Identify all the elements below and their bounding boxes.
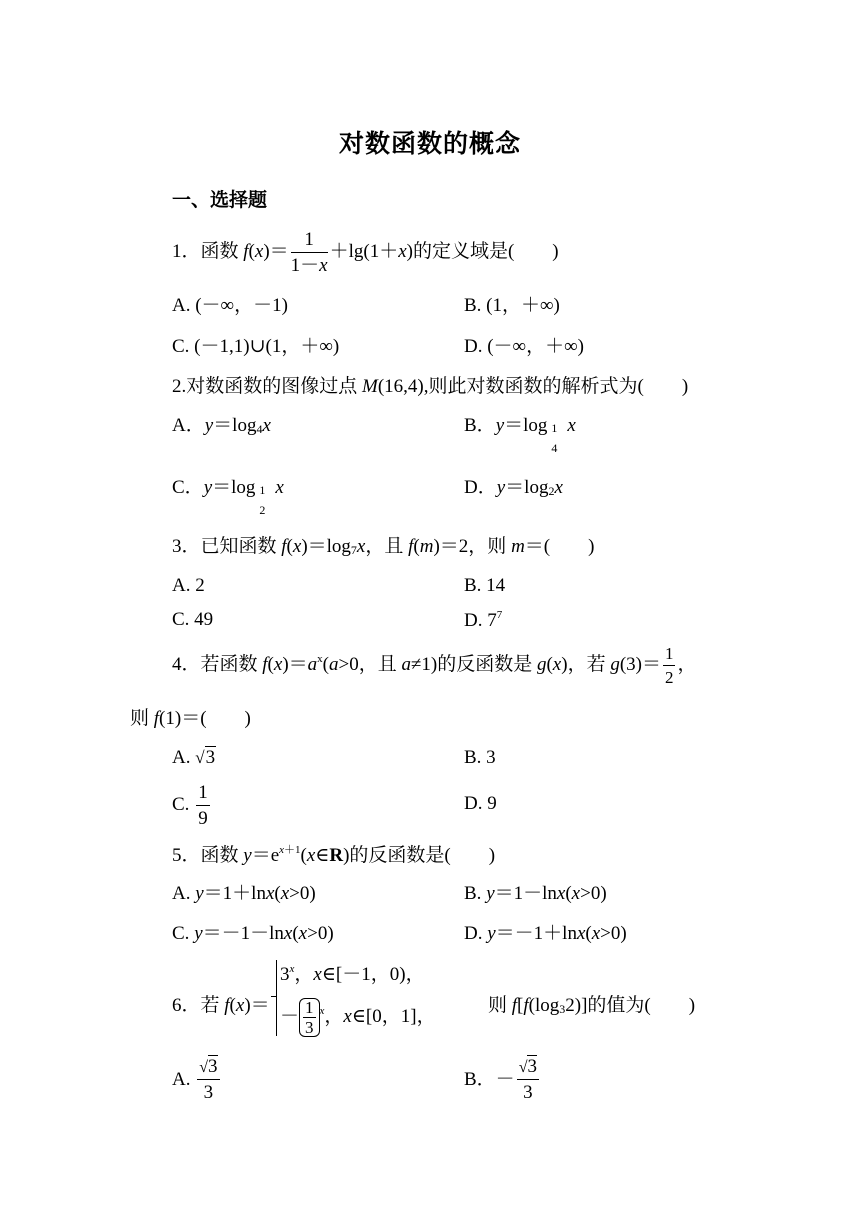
q5-text: ( [300,845,307,866]
fraction-numerator: 1 [305,998,314,1017]
q3-option-a: A. 2 [172,575,205,596]
radicand: 3 [527,1056,537,1077]
option-text: >0) [307,923,334,944]
exponent: x [317,652,323,665]
var-f: f [281,536,287,557]
question-4: 4．若函数 $f(x)=a^x(a>0$，且 a≠1)的反函数是 g(x)，若 g(3)＝ $\frac{1}{2}$ ， [172,644,697,687]
log-base: 2 [548,484,555,498]
q5-text-end: )的反函数是( ) [343,845,496,866]
question-6-tail [488,996,695,1015]
q3-text: ，且 [365,536,409,557]
equals: ＝ [250,995,270,1016]
q1-option-c: C. (－1,1)∪(1，＋∞) [172,336,340,357]
q5-option-b: B. y＝1－lnx(x>0) [464,883,607,904]
var-a: a [401,653,411,675]
q4-text: 4．若函数 [172,653,263,675]
var-x: x [298,923,308,944]
log-text: ＝log [505,477,549,498]
exponent-part: ＋1 [284,844,301,856]
var-x: x [292,536,302,557]
case-text: ∈[0，1]， [351,1005,436,1027]
var-x: x [319,1004,325,1017]
var-g: g [536,653,547,675]
option-text: ＝－1＋ln [495,923,577,944]
fraction [196,783,210,828]
option-label: B． [464,415,496,436]
var-x: x [273,653,283,675]
var-x: x [591,923,601,944]
fraction-numerator: 1 [291,230,328,253]
option-label: A. [172,1069,191,1090]
q4-text: 则 [130,708,154,729]
q1-option-b: B. (1，＋∞) [464,295,560,316]
q3-text-end: ＝( ) [524,536,595,557]
q2-text-end: (16,4),则此对数函数的解析式为( ) [377,376,689,397]
fraction-denominator [291,253,328,275]
option-label: D． [464,477,497,498]
exponent: 7 [496,609,503,621]
option-label: D. [464,923,488,944]
var-x: x [275,477,284,498]
var-m: m [419,536,434,557]
option-text: >0) [580,883,607,904]
q6-option-a [172,1057,222,1102]
q4-option-b: B. 3 [464,747,496,768]
q5-option-c: C. y＝－1－lnx(x>0) [172,923,334,944]
var-x: x [289,963,295,975]
var-m: M [362,376,378,397]
radicand: 3 [208,1056,218,1077]
var-x: x [556,883,566,904]
var-m: m [511,536,525,557]
option-text: ＝－1－ln [202,923,284,944]
q2-option-a [172,416,271,435]
var-f: f [243,240,249,262]
var-y: y [486,883,495,904]
log-text: ＝log [212,477,256,498]
q4-text: >0，且 [338,653,402,675]
var-a: a [328,653,339,675]
set-r: R [329,845,344,866]
q2-option-d [464,478,563,497]
fraction-denominator: 3 [203,1082,214,1103]
q1-text: 1．函数 [172,240,239,262]
var-y: y [204,415,214,436]
section-heading: 一、选择题 [172,190,268,211]
fraction-denominator: 3 [523,1082,533,1103]
option-label: A． [172,415,205,436]
var-x: x [576,923,586,944]
fraction-denominator: 3 [305,1018,314,1037]
log-text: ＝log [213,415,257,436]
case-text: ， [324,1005,344,1027]
var-y: y [495,415,505,436]
q4-text-end: (1)＝( ) [159,708,251,729]
fraction-numerator [517,1057,539,1080]
var-x: x [280,883,290,904]
var-x: x [235,995,245,1016]
minus: － [280,1005,300,1027]
fraction [291,230,328,275]
radicand: 3 [205,747,216,768]
var-x: x [313,964,322,985]
fraction [663,645,676,686]
q4-text: ≠1)的反函数是 [410,653,537,675]
var-y: y [203,477,213,498]
q3-option-c: C. 49 [172,609,214,630]
question-4-line2 [130,709,251,728]
base-3: 3 [280,964,290,985]
paren-fraction [299,998,320,1037]
radical-sign: √ [199,1059,209,1076]
var-y: y [243,845,252,866]
q6-text: 6．若 [172,995,225,1016]
option-label: B. [464,883,487,904]
base-numerator: 1 [259,483,266,497]
question-3: 3．已知函数 $f(x)=\log_7x$，且 f(m)＝2，则 m＝( ) [172,536,595,557]
piecewise-definition [276,958,476,1040]
q6-text: 则 [488,995,512,1016]
var-x: x [319,255,328,276]
equals: ＝ [269,240,289,262]
var-x: x [262,415,271,436]
q3-text: ＝2，则 [439,536,512,557]
fraction-numerator: 1 [196,783,210,806]
den-part: 1－ [290,255,320,276]
var-a: a [307,653,318,675]
q1-text-end: )的定义域是( ) [406,240,559,262]
q5-text: 5．函数 [172,845,244,866]
log-text: ＝log [307,536,351,557]
case-text: ∈[－1，0)， [321,964,425,985]
q5-option-a: A. y＝1＋lnx(x>0) [172,883,316,904]
log-base: 4 [256,422,263,436]
q5-text: ＝e [251,845,280,866]
q2-option-b [464,415,576,455]
log-base: 7 [350,543,357,557]
fraction-numerator [197,1057,219,1080]
var-x: x [254,240,264,262]
fraction-denominator: 9 [198,808,208,829]
equals: ＝ [288,653,308,675]
question-5 [172,845,495,865]
option-label: C． [172,477,204,498]
element-of: ∈ [315,845,330,866]
q3-option-b: B. 14 [464,575,506,596]
var-x: x [306,845,316,866]
var-y: y [496,477,506,498]
var-x: x [552,653,562,675]
base-denominator: 4 [551,441,558,455]
q5-option-d: D. y＝－1＋lnx(x>0) [464,923,627,944]
fraction-denominator: 2 [664,668,674,687]
var-f: f [262,653,268,675]
q4-option-d: D. 9 [464,793,497,814]
q2-option-c [172,477,284,517]
q4-option-a [172,748,216,767]
log-base: 3 [559,1002,566,1016]
option-label: A. [172,883,196,904]
q4-text: (3)＝ [619,653,661,675]
var-x: x [356,536,366,557]
option-label: B．－ [464,1069,515,1090]
q1-option-d: D. (－∞，＋∞) [464,336,584,357]
var-y: y [195,883,204,904]
option-label: C. [172,793,190,815]
option-text: >0) [289,883,316,904]
var-x: x [279,844,285,856]
q6-text: [ [517,995,524,1016]
var-x: x [265,883,275,904]
exponent [279,844,300,856]
piecewise-case-1 [280,964,425,984]
fraction [197,1057,219,1102]
base-denominator: 2 [259,503,266,517]
var-x: x [571,883,581,904]
var-x: x [398,240,407,262]
piecewise-case-2 [280,998,436,1037]
var-x: x [283,923,293,944]
q1-text-rest: ＋lg(1＋ [329,240,399,262]
var-f: f [224,995,230,1016]
var-f: f [523,995,529,1016]
var-x: x [343,1005,352,1027]
var-f: f [153,708,160,729]
option-text: >0) [600,923,627,944]
page-title: 对数函数的概念 [338,131,521,158]
q4-option-c [172,783,212,828]
q3-text: 3．已知函数 [172,536,282,557]
log-base-fraction [547,416,567,455]
q6-text-end: 2)]的值为( ) [565,995,696,1016]
fraction-numerator: 1 [663,645,676,666]
question-1: 1．函数 f(x)＝ $\frac{1}{1-x}$ ＋lg(1＋x)的定义域是( ) [172,229,559,276]
sqrt [195,748,216,767]
radical-sign: √ [195,748,205,767]
var-x: x [554,477,563,498]
q4-text: ( [322,653,329,675]
question-6: 6．若 f(x)＝ [172,995,270,1016]
q6-option-b [464,1057,541,1102]
option-text: D. 7 [464,610,497,631]
q4-text: ，若 [567,653,611,675]
var-y: y [194,923,203,944]
var-y: y [487,923,496,944]
q4-text: ， [677,653,697,675]
var-x: x [567,415,576,436]
option-label: C. [172,923,195,944]
var-f: f [511,995,518,1016]
var-f: f [408,536,414,557]
option-label: A. [172,747,191,768]
q3-option-d [464,610,502,630]
fraction [517,1057,539,1102]
radical-sign: √ [518,1059,528,1076]
log-text: ＝log [504,415,548,436]
fraction [303,999,316,1036]
log-text: (log [528,995,560,1016]
q1-option-a: A. (－∞，－1) [172,295,288,316]
case-text: ， [294,964,314,985]
var-g: g [610,653,620,675]
log-base-fraction [255,478,275,517]
q2-text: 2.对数函数的图像过点 [172,376,363,397]
question-2 [172,377,688,396]
option-text: ＝1－ln [494,883,557,904]
base-numerator: 1 [551,421,558,435]
option-text: ＝1＋ln [203,883,266,904]
